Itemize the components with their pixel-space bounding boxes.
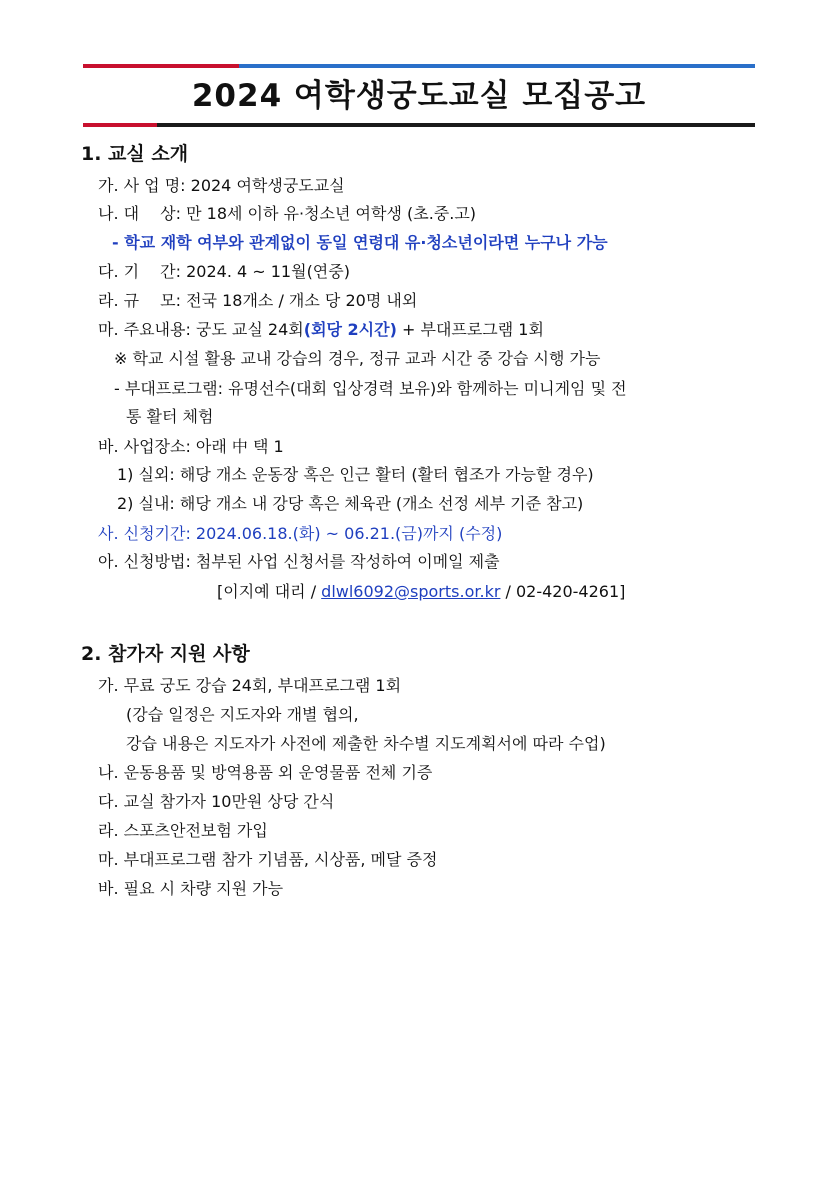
location-indoor: 2) 실내: 해당 개소 내 강당 혹은 체육관 (개소 선정 세부 기준 참고) (117, 494, 584, 513)
support-vehicle: 바. 필요 시 차량 지원 가능 (98, 879, 284, 898)
header-bar-red (83, 64, 239, 68)
section2-heading: 2. 참가자 지원 사항 (81, 643, 250, 665)
item-target: 나. 대 상: 만 18세 이하 유·청소년 여학생 (초.중.고) (98, 204, 477, 223)
item-application-method: 아. 신청방법: 첨부된 사업 신청서를 작성하여 이메일 제출 (98, 552, 500, 571)
content-note-school: ※ 학교 시설 활용 교내 강습의 경우, 정규 교과 시간 중 강습 시행 가능 (114, 349, 601, 368)
contact-info (217, 581, 625, 603)
item-period: 다. 기 간: 2024. 4 ~ 11월(연중) (98, 262, 350, 281)
support-lessons-note1: (강습 일정은 지도자와 개별 협의, (126, 705, 359, 724)
item-scale: 라. 규 모: 전국 18개소 / 개소 당 20명 내외 (98, 291, 418, 310)
item-target-note: - 학교 재학 여부와 관계없이 동일 연령대 유·청소년이라면 누구나 가능 (112, 233, 608, 252)
item-location: 바. 사업장소: 아래 中 택 1 (98, 437, 284, 456)
header-bar-blue (239, 64, 755, 68)
section1-heading: 1. 교실 소개 (81, 143, 189, 165)
support-lessons-note2: 강습 내용은 지도자가 사전에 제출한 차수별 지도계획서에 따라 수업) (126, 734, 606, 753)
content-note-program-cont: 통 활터 체험 (126, 407, 214, 426)
page-title: 2024 여학생궁도교실 모집공고 (191, 78, 647, 114)
support-insurance: 라. 스포츠안전보험 가입 (98, 821, 268, 840)
item-business-name: 가. 사 업 명: 2024 여학생궁도교실 (98, 176, 345, 195)
support-souvenirs: 마. 부대프로그램 참가 기념품, 시상품, 메달 증정 (98, 850, 438, 869)
support-snacks: 다. 교실 참가자 10만원 상당 간식 (98, 792, 335, 811)
contact-suffix: / 02-420-4261] (500, 582, 626, 601)
location-outdoor: 1) 실외: 해당 개소 운동장 혹은 인근 활터 (활터 협조가 가능할 경우) (117, 465, 594, 484)
item-content-bold: (회당 2시간) (303, 320, 397, 339)
content-note-program: - 부대프로그램: 유명선수(대회 입상경력 보유)와 함께하는 미니게임 및 전 (114, 379, 627, 398)
item-content (98, 319, 544, 341)
title-underline-dark (157, 123, 755, 127)
contact-email-link[interactable]: dlwl6092@sports.or.kr (321, 582, 501, 601)
support-lessons: 가. 무료 궁도 강습 24회, 부대프로그램 1회 (98, 676, 402, 695)
title-underline-red (83, 123, 157, 127)
contact-prefix: [이지예 대리 / (217, 582, 322, 601)
item-content-suffix: + 부대프로그램 1회 (396, 320, 544, 339)
support-equipment: 나. 운동용품 및 방역용품 외 운영물품 전체 기증 (98, 763, 433, 782)
item-application-period: 사. 신청기간: 2024.06.18.(화) ~ 06.21.(금)까지 (수정) (98, 524, 503, 543)
item-content-prefix: 마. 주요내용: 궁도 교실 24회 (98, 320, 304, 339)
